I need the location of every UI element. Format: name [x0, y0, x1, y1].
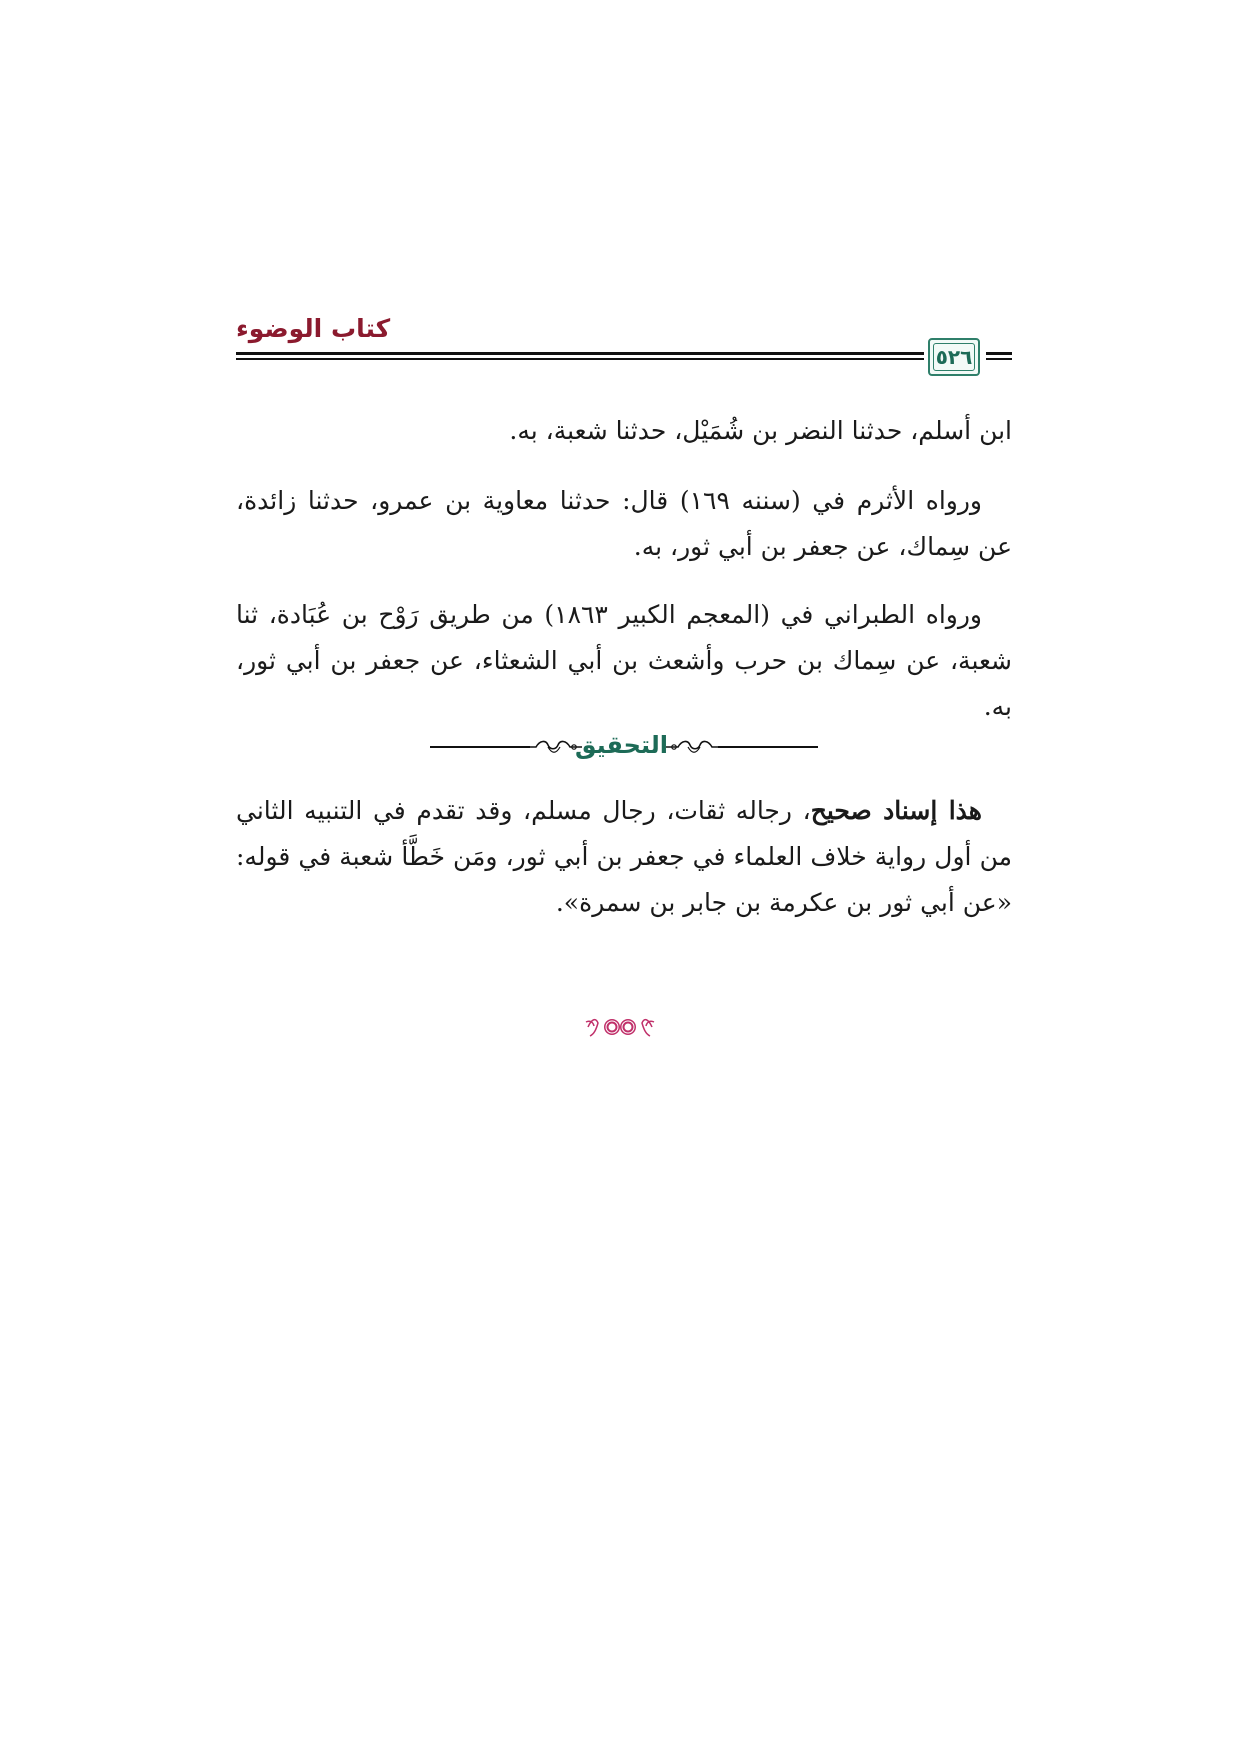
paragraph-3: ورواه الطبراني في (المعجم الكبير ١٨٦٣) من طريق رَوْح بن عُبَادة، ثنا شعبة، عن سِماك بن حرب وأشعث بن أبي الشعثاء، عن جعفر بن أبي ثور، به.	[236, 600, 1012, 721]
paragraph-1: ابن أسلم، حدثنا النضر بن شُمَيْل، حدثنا شعبة، به.	[509, 416, 1012, 445]
header-rule	[236, 352, 924, 355]
header-rule	[986, 352, 1012, 355]
page-number: ٥٢٦	[935, 345, 973, 369]
paragraph-2: ورواه الأثرم في (سننه ١٦٩) قال: حدثنا معاوية بن عمرو، حدثنا زائدة، عن سِماك، عن جعفر بن أبي ثور، به.	[236, 486, 1012, 561]
paragraph-4-text: ، رجاله ثقات، رجال مسلم، وقد تقدم في التنبيه الثاني من أول رواية خلاف العلماء في جعفر بن أبي ثور، ومَن خَطَّأ شعبة في قوله: «عن أبي ثور بن عكرمة بن جابر بن سمرة».	[236, 796, 1012, 917]
page-number-frame	[928, 338, 980, 376]
page-header	[236, 312, 1012, 392]
divider-line	[430, 746, 530, 748]
flourish-icon	[526, 736, 582, 758]
divider-line	[718, 746, 818, 748]
paragraph-4	[236, 788, 1012, 926]
end-ornament-icon	[584, 1010, 656, 1044]
verdict-phrase: هذا إسناد صحيح	[810, 796, 982, 825]
flourish-icon	[666, 736, 722, 758]
header-rule	[986, 358, 1012, 360]
header-rule	[236, 358, 924, 360]
section-title: التحقيق	[574, 731, 668, 759]
section-divider	[430, 726, 818, 766]
book-title: كتاب الوضوء	[236, 314, 391, 343]
